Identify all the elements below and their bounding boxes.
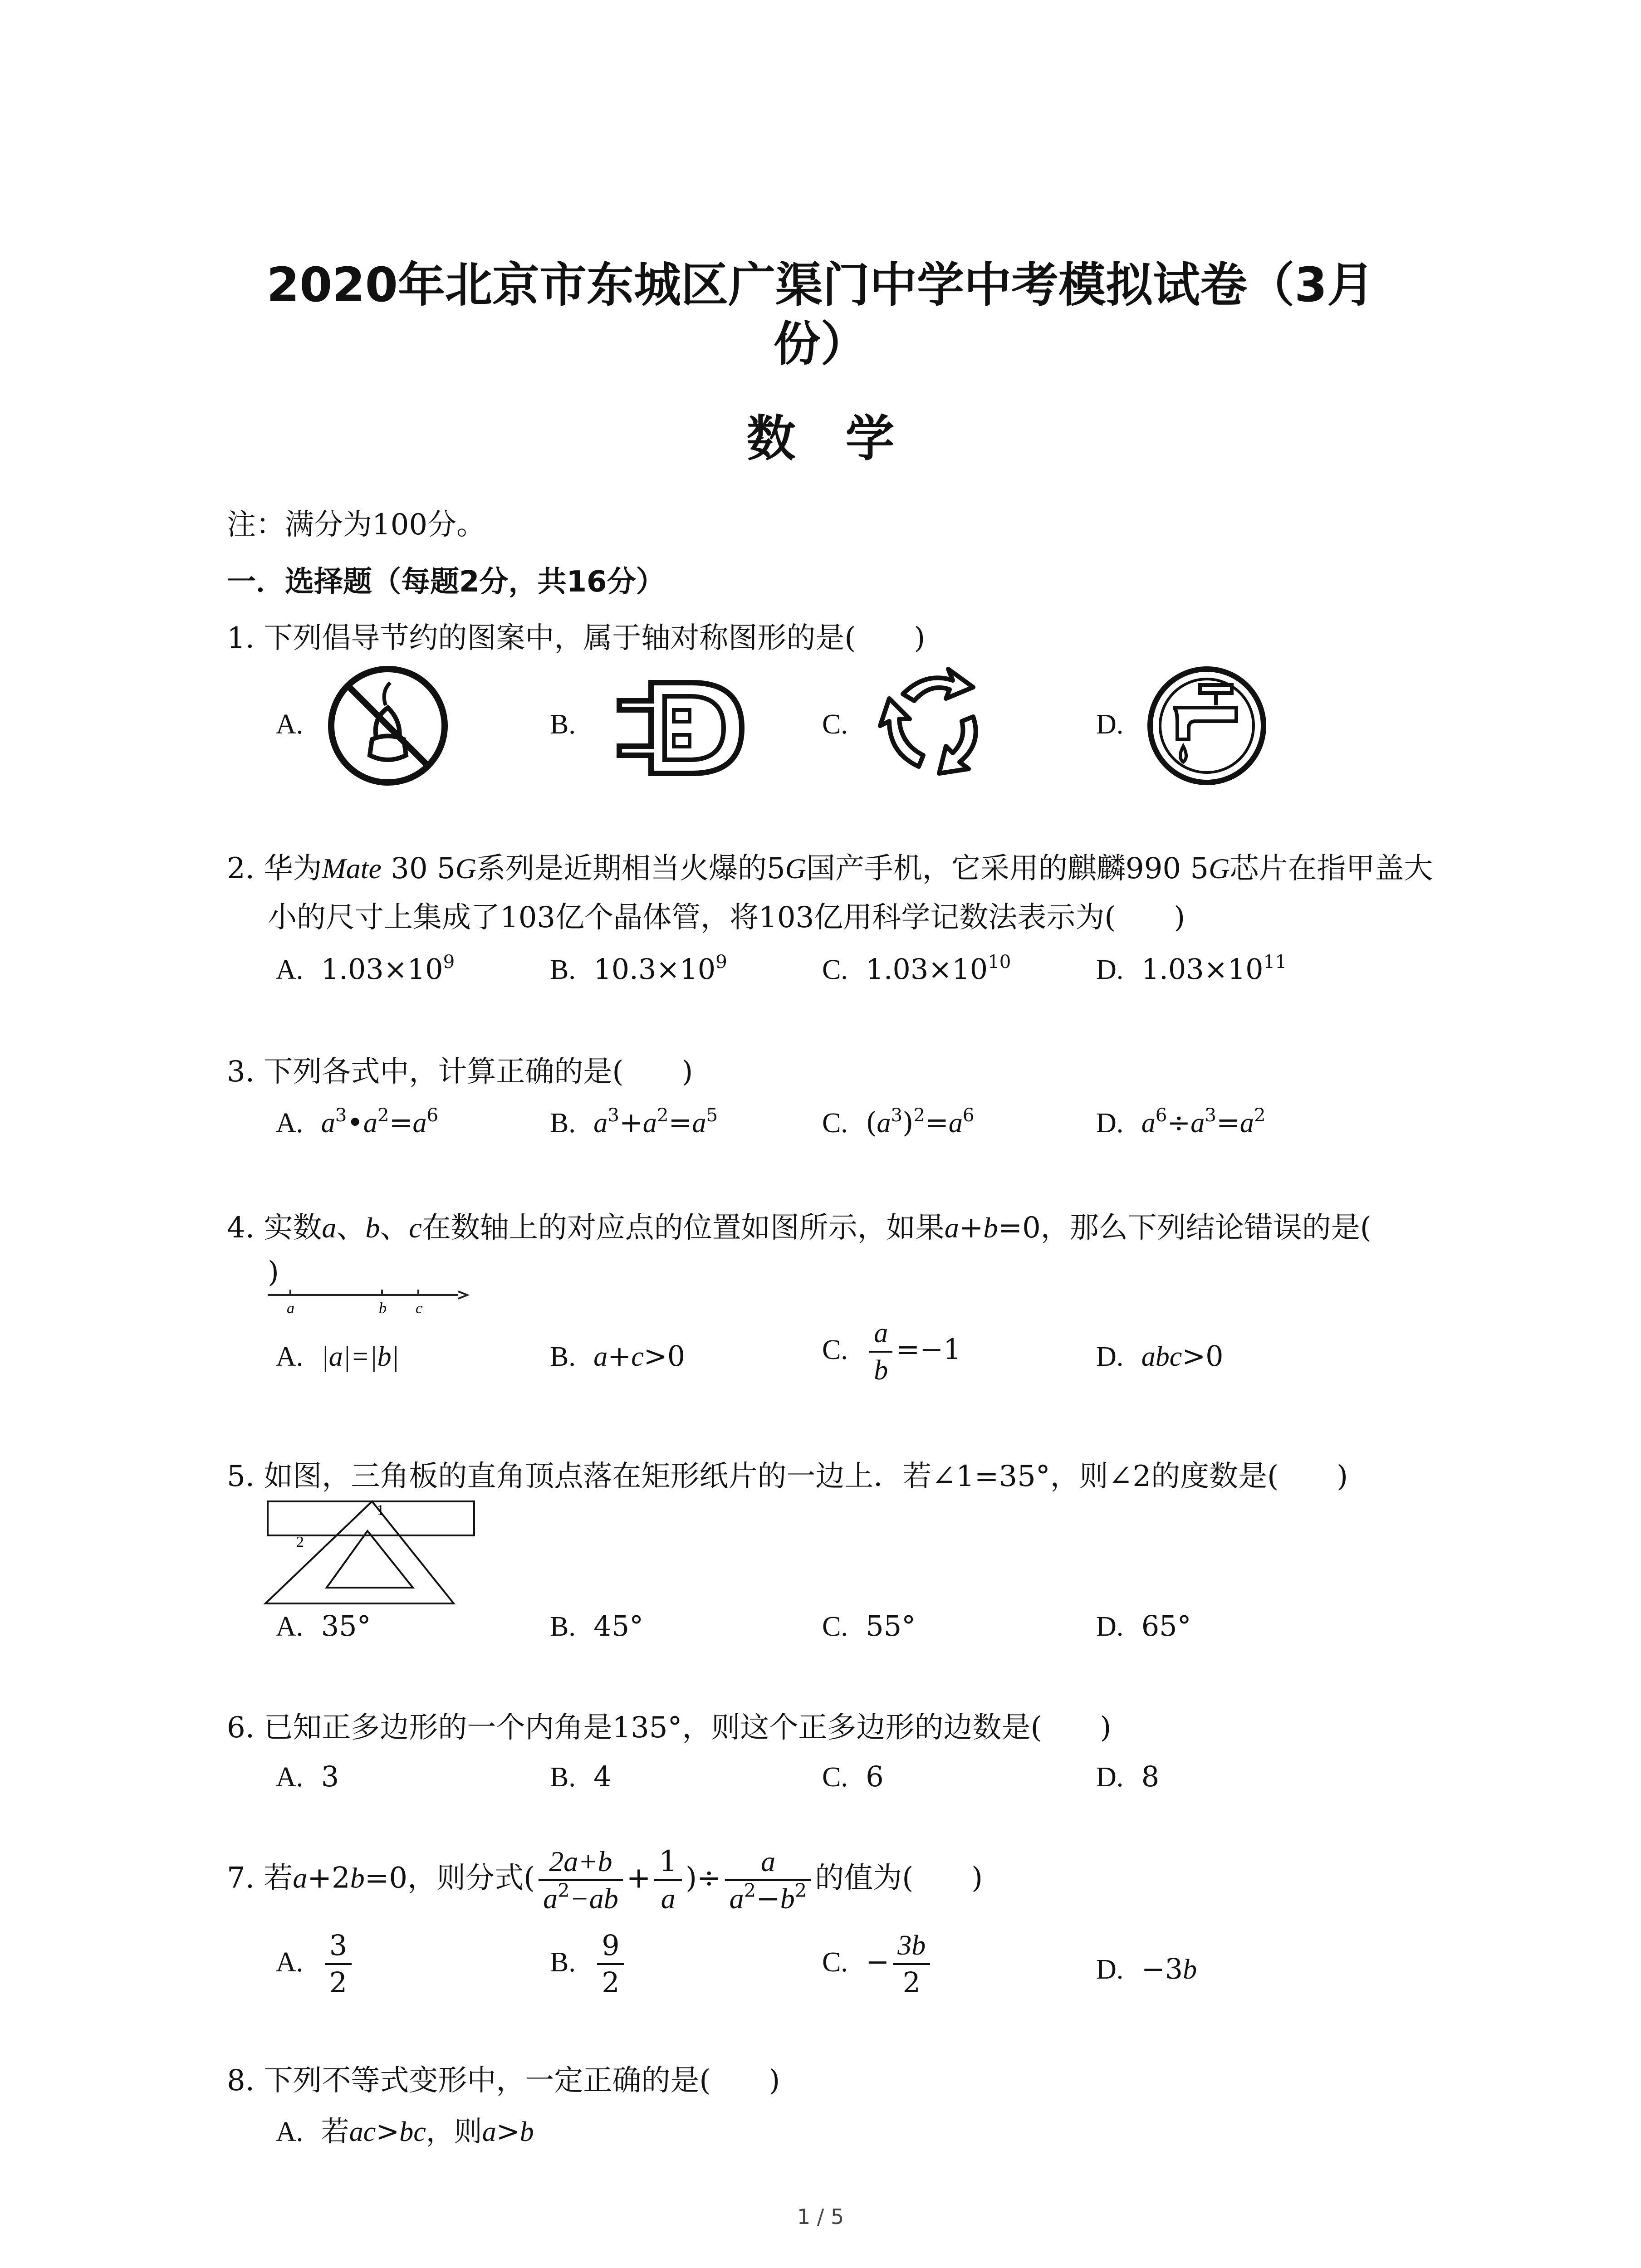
q2-variable: Mate (322, 852, 382, 885)
q3-option-label: D. (1096, 1108, 1124, 1139)
triangle-ruler-figure (265, 1497, 479, 1610)
q4-op: =−1 (896, 1333, 961, 1366)
q2-option-label: D. (1096, 954, 1124, 985)
q7-option-label: C. (822, 1947, 848, 1978)
fraction (325, 1928, 352, 2000)
q4-text: =0，那么下列结论错误的是( (998, 1211, 1372, 1245)
q7-exp: 2 (794, 1879, 807, 1902)
q4-op: >0 (643, 1339, 686, 1373)
q7-option-label: D. (1096, 1954, 1124, 1985)
denominator: 2 (602, 1966, 620, 1999)
axis-label-b: b (379, 1300, 387, 1317)
number-line-figure (268, 1286, 467, 1322)
q2-option-d (1096, 949, 1287, 990)
q3-op: = (389, 1106, 413, 1139)
q5-option-c (822, 1606, 916, 1647)
q7-op: )÷ (686, 1861, 721, 1895)
q8-var: a (482, 2116, 496, 2147)
q5-option-label: B. (550, 1611, 576, 1642)
q4-option-a (276, 1336, 399, 1377)
q3-exp: 2 (377, 1104, 389, 1126)
note: 注：满分为100分。 (227, 508, 486, 542)
question-1-stem: 1. 下列倡导节约的图案中，属于轴对称图形的是( ) (227, 621, 926, 655)
q2-variable: G (1209, 852, 1230, 885)
q5-option-text: 65° (1141, 1609, 1191, 1642)
q7-option-b (550, 1928, 628, 2000)
q2-option-label: A. (276, 954, 304, 985)
subject-heading: 数学 (746, 411, 945, 467)
q5-option-label: C. (822, 1611, 848, 1642)
q7-var: a (293, 1862, 308, 1894)
q3-var: a (1239, 1108, 1254, 1139)
q6-option-label: B. (550, 1762, 576, 1793)
q4-var: a (322, 1212, 337, 1244)
q2-option-a (276, 949, 455, 990)
page-title-line1: 2020年北京市东城区广渠门中学中考模拟试卷（3月 (266, 257, 1375, 313)
q7-text: 的值为( ) (815, 1861, 983, 1895)
q4-text: 4. 实数 (227, 1211, 322, 1245)
question-5-stem: 5. 如图，三角板的直角顶点落在矩形纸片的一边上．若∠1=35°，则∠2的度数是( ) (227, 1460, 1348, 1493)
q7-op: −3 (1141, 1952, 1183, 1985)
q6-option-text: 6 (866, 1760, 884, 1793)
q6-option-text: 8 (1141, 1760, 1160, 1793)
angle-label-2: 2 (296, 1534, 304, 1550)
numerator: 2a+b (539, 1844, 623, 1881)
q2-variable: G (785, 852, 806, 885)
q3-var: a (692, 1108, 706, 1139)
q6-option-text: 4 (593, 1760, 612, 1793)
q4-option-d (1096, 1336, 1224, 1377)
q4-option-label: C. (822, 1334, 848, 1366)
q3-option-c (822, 1102, 975, 1144)
q3-var: a (948, 1108, 963, 1139)
q7-option-label: A. (276, 1947, 304, 1978)
q7-text: =0，则分式( (364, 1861, 535, 1895)
q3-var: a (363, 1108, 377, 1139)
question-2-stem-line2: 小的尺寸上集成了103亿个晶体管，将103亿用科学记数法表示为( ) (268, 901, 1185, 934)
denominator: 2 (329, 1966, 348, 1999)
fraction (654, 1844, 682, 1916)
q3-option-label: A. (276, 1108, 304, 1139)
q8-op: > (496, 2115, 520, 2148)
q4-var: c (409, 1212, 422, 1244)
q7-text: 7. 若 (227, 1861, 293, 1895)
q6-option-b (550, 1756, 612, 1798)
q4-op: + (607, 1339, 632, 1373)
q3-var: a (412, 1108, 427, 1139)
q3-var: a (321, 1108, 335, 1139)
q4-option-c (822, 1315, 961, 1388)
q5-option-a (276, 1606, 371, 1647)
numerator: 1 (654, 1844, 682, 1881)
q6-option-a (276, 1756, 339, 1798)
q8-var: b (519, 2116, 534, 2147)
no-fire-icon (327, 665, 449, 787)
q2-text: 国产手机，它采用的麒麟990 5 (806, 852, 1209, 885)
q6-option-d (1096, 1756, 1159, 1798)
q3-op: • (347, 1106, 363, 1139)
q8-op: > (376, 2115, 400, 2148)
numerator: a (869, 1315, 892, 1353)
question-8-stem: 8. 下列不等式变形中，一定正确的是( ) (227, 2064, 780, 2097)
q4-var: a (944, 1212, 959, 1244)
q8-text: 若 (321, 2115, 349, 2148)
q3-exp: 3 (335, 1104, 347, 1126)
q6-option-c (822, 1756, 884, 1798)
q7-exp: 2 (558, 1879, 570, 1902)
q7-option-d (1096, 1949, 1197, 1990)
q2-option-exponent: 9 (443, 951, 455, 973)
q3-option-d (1096, 1102, 1266, 1144)
q3-op: = (1216, 1106, 1240, 1139)
q3-exp: 3 (607, 1104, 619, 1126)
q4-var: b (365, 1212, 380, 1244)
q2-text: 30 5 (381, 852, 456, 885)
q4-text: + (959, 1211, 984, 1245)
q3-var: a (593, 1108, 608, 1139)
q2-text: 芯片在指甲盖大 (1230, 852, 1433, 885)
q3-exp: 2 (1254, 1104, 1266, 1126)
q3-op: = (668, 1106, 692, 1139)
q1-option-c-label: C. (822, 709, 848, 740)
q3-exp: 6 (1155, 1104, 1167, 1126)
denominator: a (661, 1882, 676, 1915)
question-3-stem: 3. 下列各式中，计算正确的是( ) (227, 1055, 693, 1089)
question-2-stem-line1 (227, 848, 1433, 889)
q8-option-a (276, 2111, 534, 2152)
q7-option-c (822, 1928, 934, 2000)
q8-var: ac (349, 2116, 376, 2147)
numerator: 3 (325, 1928, 352, 1965)
q3-op: ( (866, 1106, 877, 1139)
page-number: 1 / 5 (797, 2204, 844, 2229)
q7-exp: 2 (744, 1879, 756, 1902)
q1-option-b-label: B. (550, 709, 576, 740)
q4-option-text: |a|=|b| (321, 1341, 399, 1372)
q5-option-text: 35° (321, 1609, 371, 1642)
q3-exp: 2 (656, 1104, 669, 1126)
q5-option-text: 45° (593, 1609, 644, 1642)
denominator (539, 1881, 623, 1916)
axis-label-a: a (287, 1300, 294, 1317)
fraction (725, 1844, 812, 1916)
q5-option-b (550, 1606, 643, 1647)
plug-icon (601, 678, 746, 778)
q8-var: bc (399, 2116, 426, 2147)
q4-var: c (631, 1341, 644, 1372)
q4-var: a (593, 1341, 608, 1372)
page-title-line2: 份） (773, 316, 868, 371)
q3-var: a (1141, 1108, 1156, 1139)
q8-text: ，则 (426, 2115, 482, 2148)
q3-exp: 3 (1205, 1104, 1216, 1126)
q2-option-base: 1.03×10 (321, 953, 443, 986)
q3-exp: 2 (913, 1104, 925, 1126)
recycle-icon (876, 662, 989, 780)
q3-option-label: B. (550, 1108, 576, 1139)
fraction (539, 1844, 623, 1916)
angle-label-1: 1 (377, 1502, 384, 1519)
q4-option-label: B. (550, 1341, 576, 1372)
q3-var: a (1190, 1108, 1205, 1139)
q2-text: 系列是近期相当火爆的5 (476, 852, 785, 885)
q7-var: b (1183, 1954, 1197, 1985)
q6-option-label: D. (1096, 1762, 1124, 1793)
q3-var: a (877, 1108, 891, 1139)
q2-option-base: 1.03×10 (1141, 953, 1264, 986)
q3-exp: 6 (426, 1104, 439, 1126)
q7-op: − (866, 1945, 890, 1979)
q3-op: = (925, 1106, 949, 1139)
q2-option-base: 10.3×10 (593, 953, 716, 986)
q4-option-label: A. (276, 1341, 304, 1372)
q2-option-exponent: 10 (988, 951, 1011, 973)
fraction (597, 1928, 624, 2000)
q7-option-label: B. (550, 1947, 576, 1978)
q5-option-label: A. (276, 1611, 304, 1642)
q3-var: a (642, 1108, 657, 1139)
denominator: 2 (902, 1966, 921, 1999)
question-4-stem-line2: ) (268, 1256, 279, 1289)
q7-option-a (276, 1928, 355, 2000)
q2-text: 2. 华为 (227, 852, 322, 885)
q3-op: + (619, 1106, 643, 1139)
q2-option-exponent: 9 (715, 951, 727, 973)
q6-option-text: 3 (321, 1760, 339, 1793)
q2-option-exponent: 11 (1263, 951, 1287, 973)
q3-op: ) (902, 1106, 914, 1139)
q7-var: a (729, 1882, 744, 1915)
question-7-stem (227, 1844, 983, 1916)
q3-exp: 6 (962, 1104, 975, 1126)
q1-option-d-label: D. (1096, 709, 1124, 740)
q3-exp: 3 (891, 1104, 903, 1126)
q6-option-label: A. (276, 1762, 304, 1793)
water-tap-icon (1146, 665, 1268, 787)
q4-option-b (550, 1336, 685, 1377)
q2-option-label: C. (822, 954, 848, 985)
q3-op: ÷ (1167, 1106, 1191, 1139)
q7-var: b (780, 1882, 795, 1915)
q5-option-label: D. (1096, 1611, 1124, 1642)
q4-text: 、 (380, 1211, 409, 1245)
q2-variable: G (455, 852, 476, 885)
q3-option-a (276, 1102, 438, 1144)
q7-op: − (756, 1882, 780, 1916)
denominator: b (874, 1355, 888, 1386)
q4-var: abc (1141, 1341, 1182, 1372)
q5-option-text: 55° (866, 1609, 916, 1642)
q8-option-label: A. (276, 2116, 304, 2147)
q2-option-b (550, 949, 727, 990)
question-6-stem: 6. 已知正多边形的一个内角是135°，则这个正多边形的边数是( ) (227, 1711, 1112, 1745)
q6-option-label: C. (822, 1762, 848, 1793)
q3-option-label: C. (822, 1108, 848, 1139)
q5-option-d (1096, 1606, 1191, 1647)
q7-var: b (350, 1862, 365, 1894)
q7-var: a (543, 1882, 558, 1915)
q3-exp: 5 (706, 1104, 718, 1126)
q1-option-a-label: A. (276, 709, 304, 740)
q4-text: 在数轴上的对应点的位置如图所示，如果 (421, 1211, 945, 1245)
q7-var: −ab (569, 1882, 618, 1915)
q4-op: >0 (1182, 1339, 1224, 1373)
q7-text: +2 (307, 1861, 350, 1895)
axis-label-c: c (416, 1300, 423, 1317)
fraction (869, 1315, 892, 1388)
q2-option-c (822, 949, 1011, 990)
numerator: a (725, 1844, 812, 1881)
q2-option-label: B. (550, 954, 576, 985)
q7-op: + (626, 1861, 651, 1895)
q4-text: 、 (336, 1211, 366, 1245)
q4-option-label: D. (1096, 1341, 1124, 1372)
question-4-stem-line1 (227, 1207, 1372, 1248)
numerator: 9 (597, 1928, 624, 1965)
section-heading: 一．选择题（每题2分，共16分） (227, 565, 665, 599)
q3-option-b (550, 1102, 718, 1144)
q4-var: b (983, 1212, 998, 1244)
numerator: 3b (893, 1928, 930, 1965)
fraction (893, 1928, 930, 2000)
q2-option-base: 1.03×10 (866, 953, 988, 986)
denominator (725, 1881, 812, 1916)
